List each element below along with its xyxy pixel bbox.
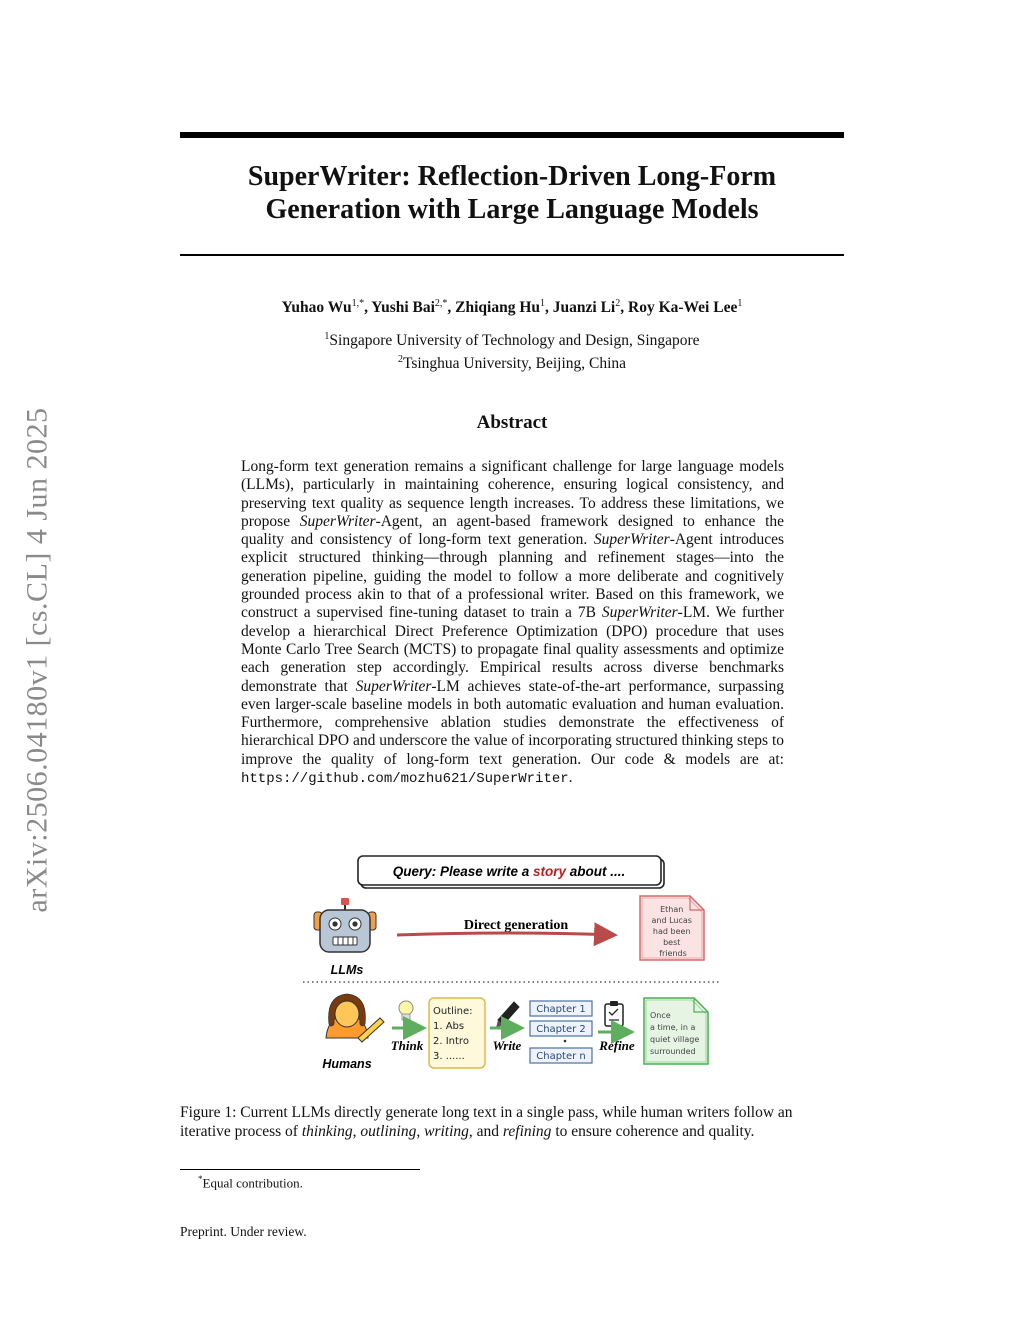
- footnote: *Equal contribution.: [198, 1174, 303, 1191]
- outline-note-icon: [429, 998, 485, 1068]
- llm-output-document-icon: [640, 896, 704, 960]
- title-rule-bottom: [180, 254, 844, 256]
- code-url-link[interactable]: https://github.com/mozhu621/SuperWriter: [241, 771, 569, 788]
- figure-1: [300, 852, 730, 1074]
- arxiv-id-text: arXiv:2506.04180v1 [cs.CL] 4 Jun 2025: [21, 407, 54, 913]
- title-line-2: Generation with Large Language Models: [265, 194, 759, 225]
- affiliation-2: $^2$Tsinghua University, Beijing, China: [397, 354, 627, 373]
- svg-text:Chapter 1: Chapter 1: [536, 1004, 586, 1015]
- robot-icon: [314, 898, 376, 952]
- footnote-rule: [180, 1169, 420, 1170]
- svg-text:Once a time, in a: Once a time, in a quiet village surrounded: [650, 1011, 700, 1056]
- author-sup: 1,*: [351, 298, 365, 309]
- title-line-1: SuperWriter: Reflection-Driven Long-Form: [247, 161, 777, 192]
- author-sup: 1: [540, 298, 546, 309]
- query-box: [358, 856, 664, 888]
- paper-title: [180, 160, 844, 226]
- author-name: Yushi Bai: [371, 299, 435, 317]
- arxiv-side-identifier: [16, 380, 60, 940]
- author-name: Roy Ka-Wei Lee: [628, 299, 738, 317]
- direct-generation-label: Direct generation: [463, 918, 569, 933]
- author-name: Zhiqiang Hu: [455, 299, 541, 317]
- author-sup: 2: [615, 298, 621, 309]
- figure-caption: Figure 1: Current LLMs directly generate long text in a single pass, while human writers follow an iterative process of thinking, outlining, writing, and refining to ensure coherence and quality.: [180, 1104, 793, 1140]
- svg-text:Ethan and Lucas ha: Ethan and Lucas had been best friends: [651, 905, 692, 958]
- author-sup: 1: [737, 298, 743, 309]
- author-name: Juanzi Li: [552, 299, 616, 317]
- svg-text:Chapter 2: Chapter 2: [536, 1024, 586, 1035]
- preprint-notice: Preprint. Under review.: [180, 1224, 307, 1239]
- human-writer-icon: [326, 994, 384, 1042]
- svg-text:Outline: 1. Abs 2.: Outline: 1. Abs 2. Intro 3. ......: [433, 1006, 473, 1062]
- svg-text:Query: Please write a story ab: Query: Please write a story about ....: [392, 864, 626, 879]
- abstract-heading: Abstract: [476, 412, 548, 433]
- author-name: Yuhao Wu: [281, 299, 352, 317]
- direct-generation-arrow: [397, 933, 615, 935]
- chapter-list: [530, 1001, 592, 1063]
- llms-label: LLMs: [330, 963, 364, 977]
- pen-icon: [496, 1002, 519, 1028]
- write-label: Write: [492, 1038, 522, 1053]
- lightbulb-icon: [399, 1001, 413, 1020]
- affiliation-1: $^1$Singapore University of Technology and Design, Singapore: [324, 331, 700, 350]
- title-rule-top: [180, 132, 844, 138]
- affiliations: [180, 327, 844, 373]
- clipboard-check-icon: [605, 1001, 623, 1026]
- human-output-document-icon: [644, 998, 708, 1064]
- humans-label: Humans: [322, 1057, 372, 1071]
- abstract-body: Long-form text generation remains a significant challenge for large language models (LLMs), particularly in maintaining coherence, ensuring logical consistency, and preserving text quality as sequence length increases. To address these limitations, we propose SuperWriter-Agent, an agent-based framework designed to enhance the quality and consistency of long-form text generation. SuperWriter-Agent introduces explicit structured thinking—through planning and refinement stages—into the generation pipeline, guiding the model to follow a more deliberate and cognitively grounded process akin to that of a professional writer. Based on this framework, we construct a supervised fine-tuning dataset to train a 7B SuperWriter-LM. We further develop a hierarchical Direct Preference Optimization (DPO) procedure that uses Monte Carlo Tree Search (MCTS) to propagate final quality assessments and optimize each generation step accordingly. Empirical results across diverse benchmarks demonstrate that SuperWriter-LM achieves state-of-the-art performance, surpassing even larger-scale baseline models in both automatic evaluation and human evaluation. Furthermore, comprehensive ablation studies demonstrate the effectiveness of hierarchical DPO and underscore the value of incorporating structured thinking steps to improve the quality of long-form text generation. Our code & models are at: https://github.com/mozhu621/SuperWriter.: [241, 458, 784, 788]
- author-sup: 2,*: [434, 298, 448, 309]
- svg-text:Chapter n: Chapter n: [536, 1051, 586, 1062]
- refine-label: Refine: [599, 1038, 635, 1053]
- think-label: Think: [390, 1038, 424, 1053]
- author-list: Yuhao $Wu^{1,*}$, Yushi Bai$^{2,*}$, Zhiqiang Hu$^1$, Juanzi Li$^2$, Roy Ka-Wei Lee$^1$: [281, 298, 743, 317]
- figure-diagram: [300, 852, 730, 1074]
